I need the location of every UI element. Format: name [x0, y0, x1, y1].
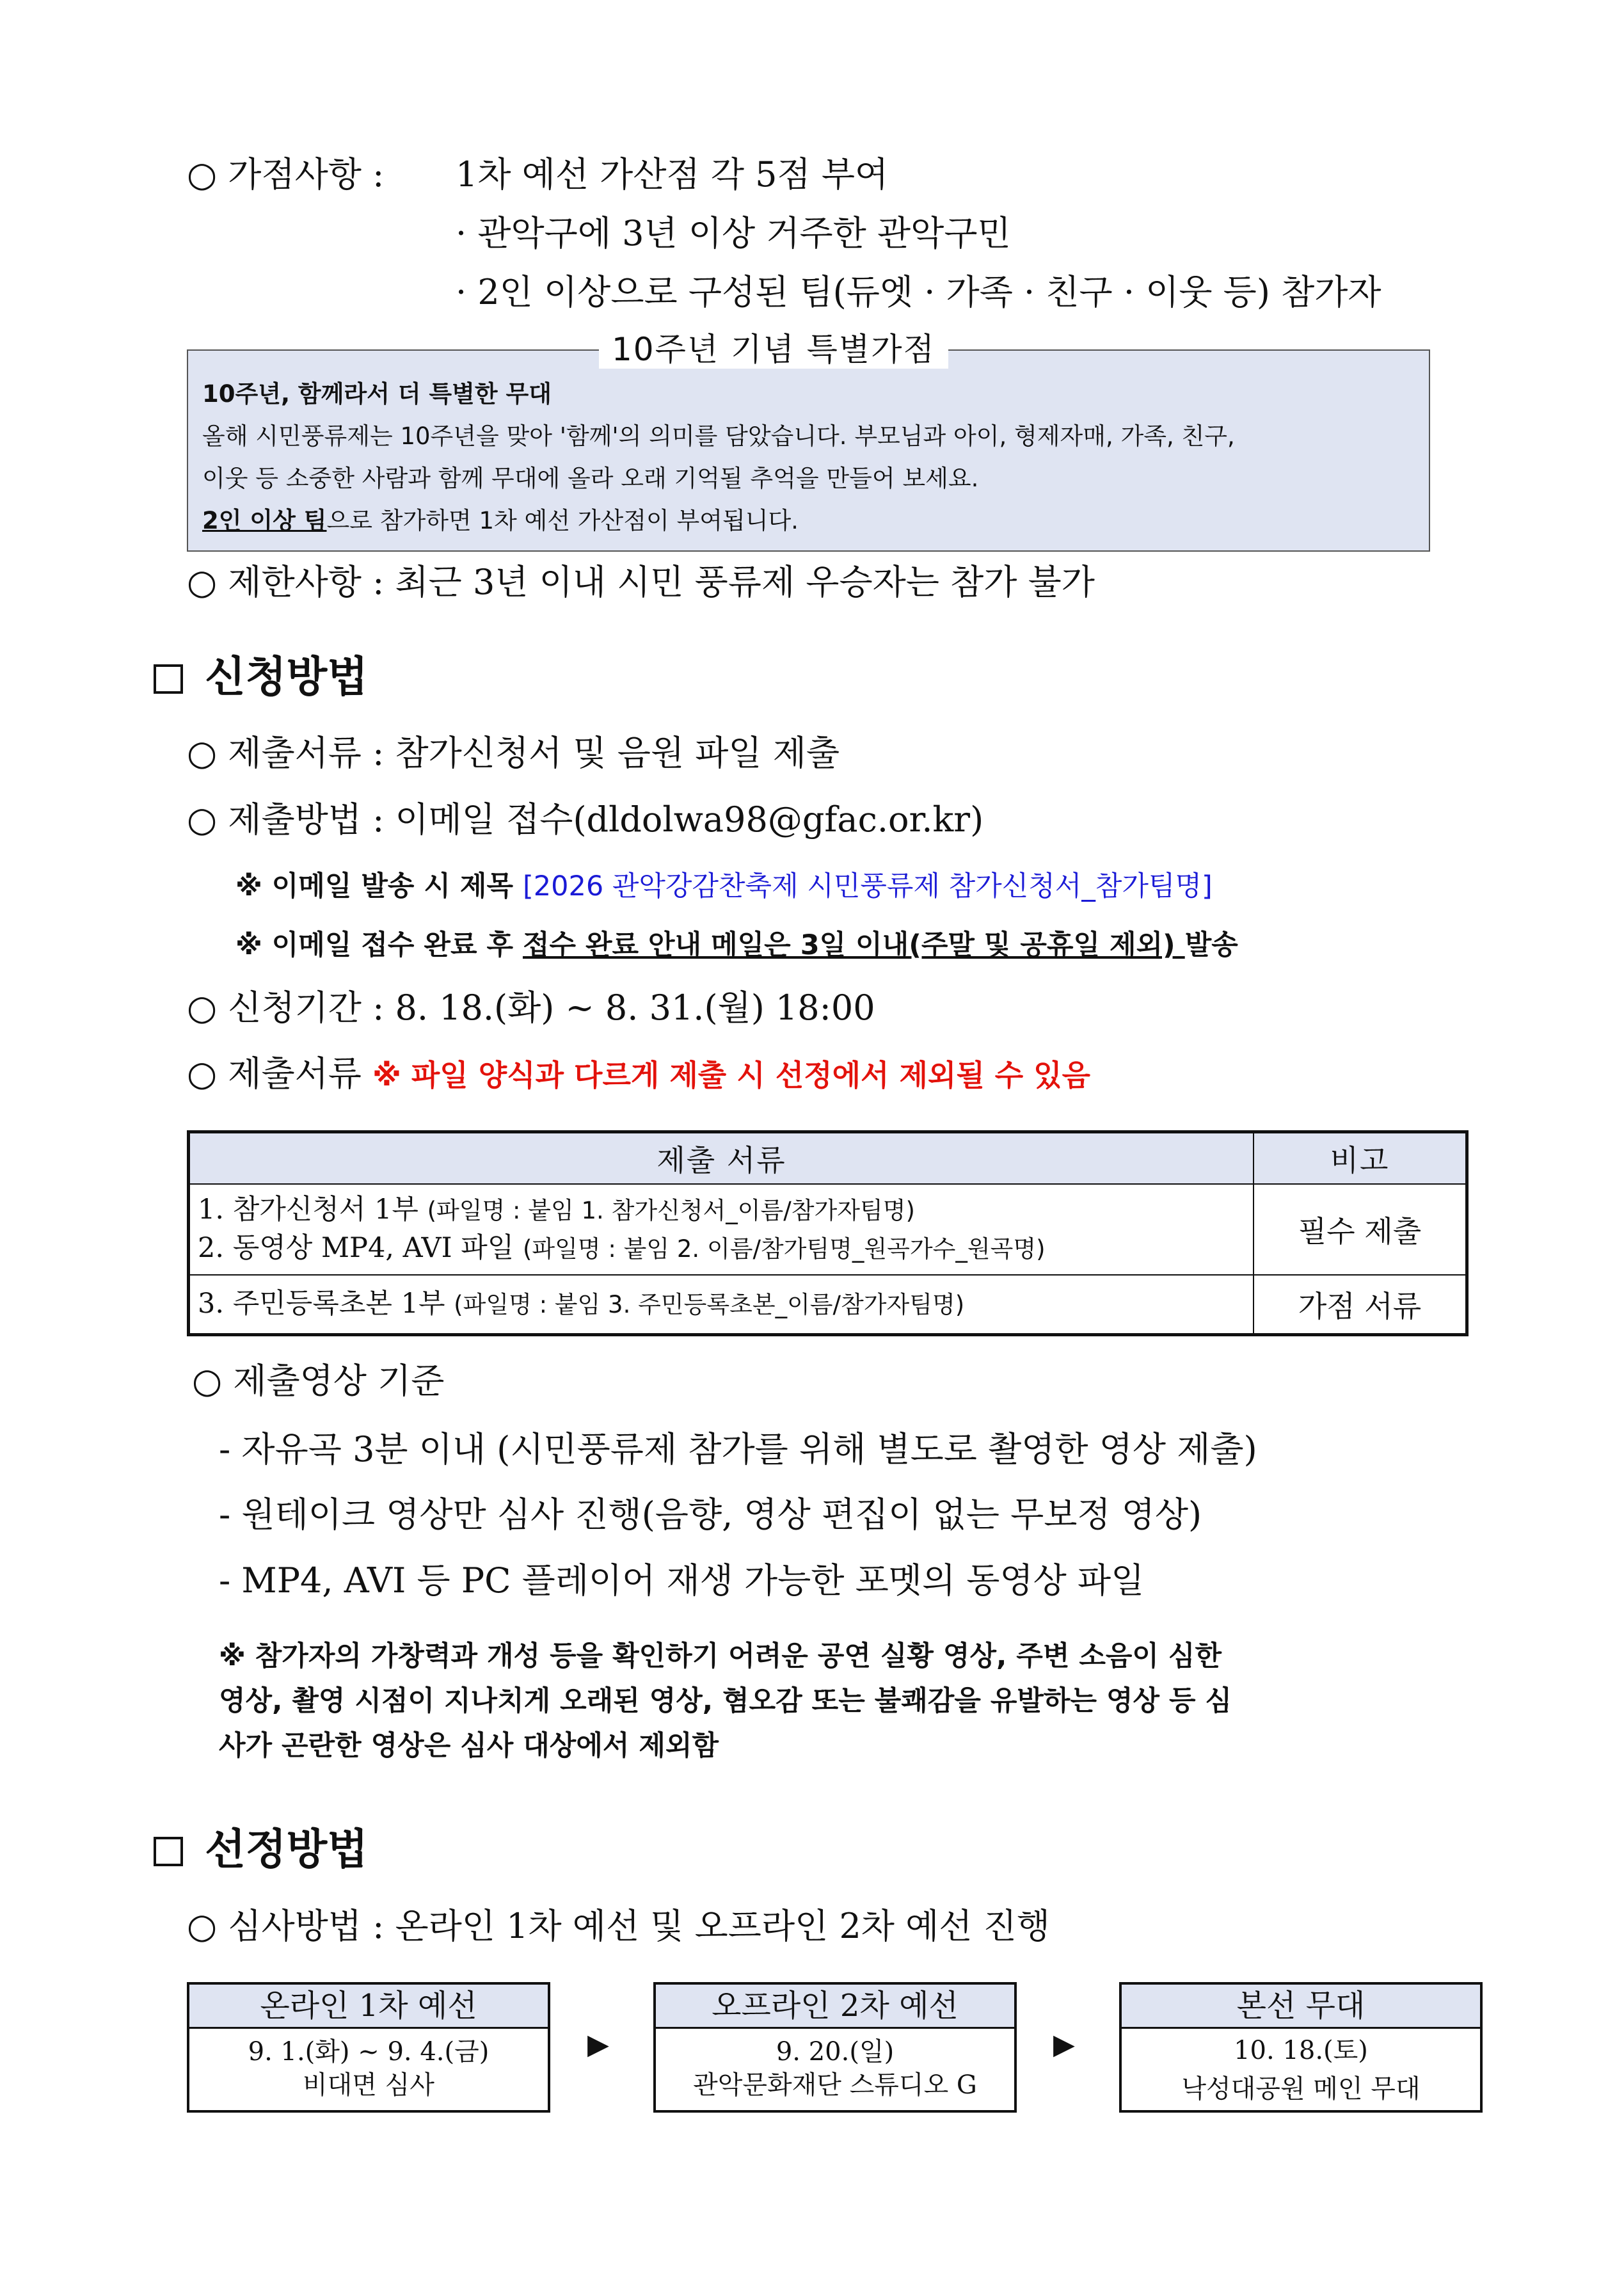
video-exclusion-note-3: 사가 곤란한 영상은 심사 대상에서 제외함	[219, 1730, 719, 1762]
stage-offline-prelim	[653, 1982, 1017, 2113]
stage-1-date: 9. 1.(화) ~ 9. 4.(금)	[248, 2037, 490, 2067]
checkbox-square-icon	[154, 1837, 183, 1866]
table-header-note: 비고	[1254, 1132, 1467, 1185]
selection-method: ○ 심사방법 : 온라인 1차 예선 및 오프라인 2차 예선 진행	[187, 1906, 1050, 1946]
doc-item-1-name: 1. 참가신청서 1부	[198, 1194, 427, 1226]
apply-docs: ○ 제출서류 : 참가신청서 및 음원 파일 제출	[187, 733, 840, 773]
special-box-team-highlight: 2인 이상 팀	[202, 507, 327, 534]
email-reply-underlined: 접수 완료 안내 메일은 3일 이내(주말 및 공휴일 제외)	[522, 929, 1185, 961]
stage-2-title: 오프라인 2차 예선	[656, 1985, 1014, 2029]
special-box-subtitle: 10주년, 함께라서 더 특별한 무대	[202, 380, 552, 408]
table-cell-required-docs	[189, 1184, 1254, 1275]
email-subject-format: [2026 관악강감찬축제 시민풍류제 참가신청서_참가팀명]	[522, 870, 1213, 902]
stage-1-body	[189, 2029, 548, 2102]
table-header-docs: 제출 서류	[189, 1132, 1254, 1185]
apply-period: ○ 신청기간 : 8. 18.(화) ~ 8. 31.(월) 18:00	[187, 988, 875, 1028]
special-box-line-3: 이웃 등 소중한 사람과 함께 무대에 올라 오래 기억될 추억을 만들어 보세요.	[202, 465, 979, 492]
doc-item-2	[198, 1229, 1245, 1268]
arrow-right-icon: ▶	[1053, 2028, 1075, 2061]
table-header-row	[189, 1132, 1467, 1185]
restriction-line: ○ 제한사항 : 최근 3년 이내 시민 풍류제 우승자는 참가 불가	[187, 562, 1095, 602]
stage-3-desc: 낙성대공원 메인 무대	[1181, 2074, 1421, 2104]
stage-2-desc: 관악문화재단 스튜디오 G	[693, 2070, 977, 2100]
stage-2-date: 9. 20.(일)	[776, 2037, 895, 2067]
email-reply-prefix: ※ 이메일 접수 완료 후	[235, 929, 523, 961]
apply-docs2-warning: ※ 파일 양식과 다르게 제출 시 선정에서 제외될 수 있음	[372, 1058, 1091, 1092]
table-cell-required-note: 필수 제출	[1254, 1184, 1467, 1275]
doc-item-3-name: 3. 주민등록초본 1부	[198, 1288, 454, 1320]
email-subject-prefix: ※ 이메일 발송 시 제목	[235, 870, 523, 902]
doc-item-2-filename: (파일명 : 붙임 2. 이름/참가팀명_원곡가수_원곡명)	[523, 1235, 1046, 1263]
special-bonus-box	[187, 349, 1430, 552]
doc-item-2-name: 2. 동영상 MP4, AVI 파일	[198, 1232, 523, 1264]
doc-item-1	[198, 1191, 1245, 1229]
selection-heading-text: 선정방법	[205, 1825, 369, 1874]
table-cell-bonus-note: 가점 서류	[1254, 1275, 1467, 1335]
section-heading-apply	[154, 652, 368, 703]
email-subject-note	[235, 867, 1213, 906]
video-criteria-item-2: - 원테이크 영상만 심사 진행(음향, 영상 편집이 없는 무보정 영상)	[219, 1494, 1202, 1535]
stage-online-prelim	[187, 1982, 550, 2113]
video-criteria-item-1: - 자유곡 3분 이내 (시민풍류제 참가를 위해 별도로 촬영한 영상 제출)	[219, 1429, 1257, 1469]
apply-heading-text: 신청방법	[205, 652, 369, 701]
special-box-line-4-rest: 으로 참가하면 1차 예선 가산점이 부여됩니다.	[326, 507, 799, 534]
checkbox-square-icon	[154, 664, 183, 694]
bonus-item-2: · 2인 이상으로 구성된 팀(듀엣 · 가족 · 친구 · 이웃 등) 참가자	[456, 272, 1381, 312]
arrow-right-icon: ▶	[587, 2028, 609, 2061]
bonus-label: ○ 가점사항 :	[187, 154, 385, 195]
bonus-item-1: · 관악구에 3년 이상 거주한 관악구민	[456, 213, 1011, 253]
stage-3-date: 10. 18.(토)	[1234, 2036, 1368, 2065]
doc-item-3-filename: (파일명 : 붙임 3. 주민등록초본_이름/참가자팀명)	[454, 1291, 965, 1318]
special-box-line-4	[202, 504, 799, 538]
apply-method: ○ 제출방법 : 이메일 접수(dldolwa98@gfac.or.kr)	[187, 799, 984, 840]
apply-docs2-label: ○ 제출서류	[187, 1053, 373, 1094]
video-exclusion-note-1: ※ 참가자의 가창력과 개성 등을 확인하기 어려운 공연 실황 영상, 주변 소음이 심한	[219, 1640, 1222, 1672]
table-cell-bonus-docs	[189, 1275, 1254, 1335]
special-box-line-2: 올해 시민풍류제는 10주년을 맞아 '함께'의 의미를 담았습니다. 부모님과 아이, 형제자매, 가족, 친구,	[202, 422, 1235, 450]
video-exclusion-note-2: 영상, 촬영 시점이 지나치게 오래된 영상, 혐오감 또는 불쾌감을 유발하는 영상 등 심	[219, 1685, 1232, 1717]
email-reply-note	[235, 926, 1238, 964]
stage-3-title: 본선 무대	[1122, 1985, 1480, 2029]
stage-3-body	[1122, 2029, 1480, 2108]
table-row	[189, 1184, 1467, 1275]
special-box-title: 10주년 기념 특별가점	[599, 330, 948, 369]
bonus-main: 1차 예선 가산점 각 5점 부여	[456, 154, 889, 195]
stage-1-desc: 비대면 심사	[303, 2070, 434, 2100]
table-row	[189, 1275, 1467, 1335]
stage-1-title: 온라인 1차 예선	[189, 1985, 548, 2029]
documents-table	[187, 1130, 1469, 1336]
stage-2-body	[656, 2029, 1014, 2102]
video-criteria-item-3: - MP4, AVI 등 PC 플레이어 재생 가능한 포멧의 동영상 파일	[219, 1560, 1145, 1601]
section-heading-selection	[154, 1824, 368, 1875]
video-criteria-label: ○ 제출영상 기준	[192, 1361, 445, 1401]
email-reply-suffix: 발송	[1184, 929, 1238, 961]
apply-docs-warning-line	[187, 1052, 1090, 1098]
doc-item-1-filename: (파일명 : 붙임 1. 참가신청서_이름/참가자팀명)	[427, 1197, 915, 1224]
stage-final	[1119, 1982, 1483, 2113]
